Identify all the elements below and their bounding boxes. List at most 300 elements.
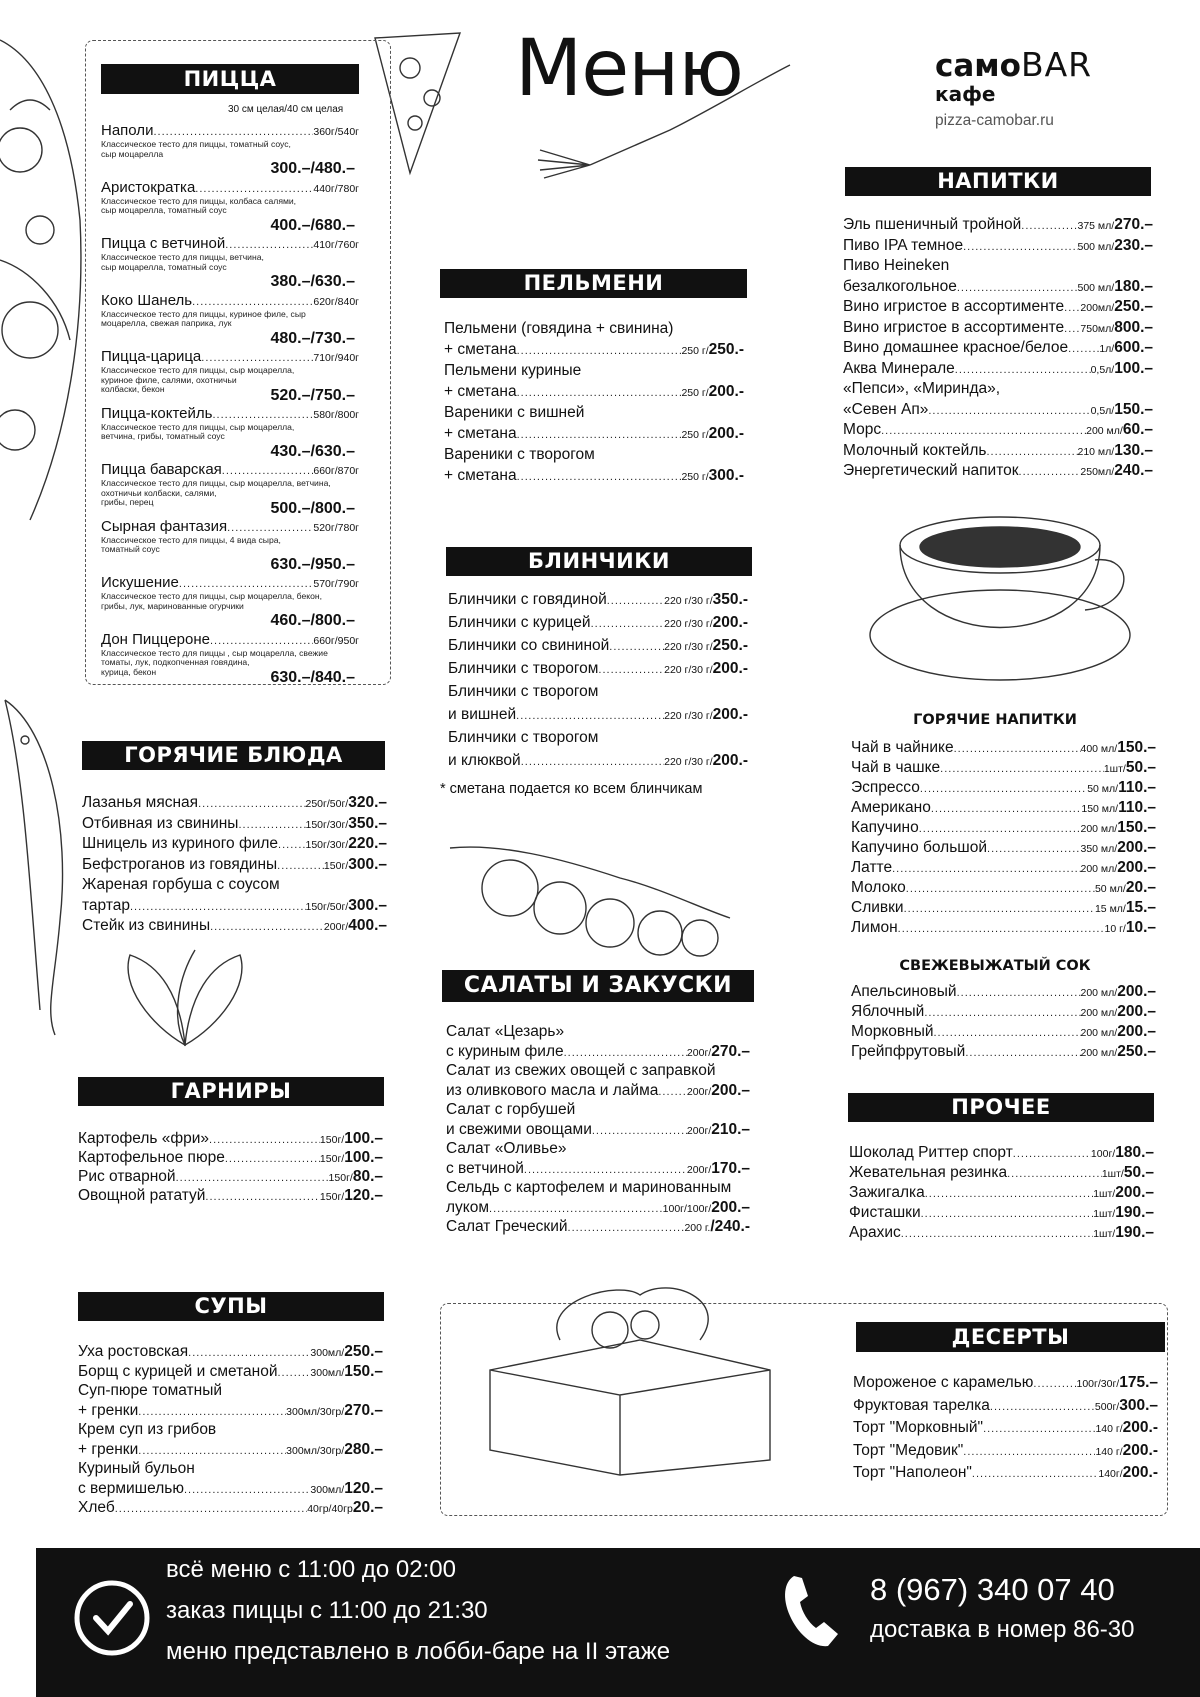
item-weight: 200 мл/ [1080,1047,1118,1059]
dot-leader [598,659,664,680]
dot-leader [130,897,306,917]
hot-list [82,793,387,937]
item-weight: 375 мл/ [1077,220,1115,232]
item-name: Искушение [101,574,179,591]
item-price: 110.– [1118,779,1156,796]
menu-item-row [448,726,748,749]
pelmeni-header: ПЕЛЬМЕНИ [440,269,747,298]
dot-leader [489,1200,663,1218]
item-weight: 50 мл/ [1087,783,1119,795]
menu-item-row [849,1203,1154,1223]
item-description: томаты, лук, подкопченная говядина, [101,658,250,667]
item-name: Пицца с ветчиной [101,235,226,252]
item-description: Классическое тесто для пиццы, ветчина, [101,253,264,262]
item-price: 250.- [712,637,748,654]
item-name: + гренки [78,1401,139,1419]
phone-icon [780,1572,846,1650]
item-weight: 400 мл/ [1080,743,1118,755]
garnish-list [78,1129,383,1205]
item-price: 270.– [344,1401,383,1419]
item-price: 200.- [712,752,748,769]
item-description: Классическое тесто для пиццы, колбаса салями, [101,196,297,206]
item-weight: 360г/540г [313,126,359,138]
menu-item-row [843,338,1153,359]
menu-item-row [851,878,1156,898]
item-price: 120.– [344,1479,383,1497]
pizza-item [101,461,359,518]
dot-leader [972,1463,1098,1485]
menu-item-row [448,703,748,726]
pizza-item [101,292,359,349]
item-weight: 15 мл/ [1094,903,1126,915]
item-weight: 1шт/ [1103,763,1126,775]
item-name: тартар [82,896,130,914]
brand-site[interactable]: pizza-camobar.ru [935,112,1054,129]
item-price: 800.– [1114,318,1153,336]
dot-leader [1007,1164,1102,1183]
menu-item-row [843,379,1153,400]
item-price: 200.- [712,614,748,631]
item-name: Салат с горбушей [446,1101,576,1118]
item-name: безалкогольное [843,277,957,295]
menu-item-row [444,465,744,486]
item-price: 200.– [1117,839,1156,856]
item-name: Сырная фантазия [101,517,228,535]
item-description: Классическое тесто для пиццы, 4 вида сыра, [101,535,281,545]
menu-item-row [78,1167,383,1186]
item-name: Наполи [101,122,154,139]
item-price: 400.–/680.– [270,216,355,234]
item-price: 350.– [348,814,387,832]
brand-sub: кафе [935,82,996,106]
item-description: Классическое тесто для пиццы, сыр моцарелла, ветчина, [101,479,331,488]
dot-leader [225,236,313,253]
hot-header: ГОРЯЧИЕ БЛЮДА [82,741,385,770]
item-price: 150.– [344,1362,383,1380]
garnish-header: ГАРНИРЫ [78,1077,384,1106]
pizza-item [101,631,359,688]
item-weight: 220 г/30 г/ [664,641,713,653]
pizza-illustration [0,0,90,560]
other-list [849,1143,1154,1243]
item-name: Сливки [851,899,904,916]
item-price: 200.– [1117,859,1156,876]
menu-item-row [444,360,744,381]
item-name: Арахис [849,1224,901,1241]
menu-item-row [851,918,1156,938]
item-price: 200.- [1122,1441,1158,1459]
dot-leader [881,421,1086,441]
menu-item-row [843,359,1153,380]
blini-list [448,588,748,772]
menu-item-row [448,634,748,657]
item-name: Фруктовая тарелка [853,1396,990,1414]
menu-item-row [851,898,1156,918]
item-name: + сметана [444,425,517,442]
item-name: Жевательная резинка [849,1164,1008,1181]
item-name: Рис отварной [78,1168,176,1185]
item-weight: 0,5л/ [1090,363,1115,376]
item-name: Апельсиновый [851,983,957,1000]
item-description: сыр моцарелла, томатный соус [101,262,227,272]
menu-item-row [78,1381,383,1401]
item-name: Эспрессо [851,779,920,796]
item-name: Коко Шанель [101,291,193,309]
item-name: + сметана [444,383,517,400]
item-price: 200.- [708,425,744,442]
item-price: 220.– [348,835,387,852]
dot-leader [138,1442,286,1460]
item-weight: 1шт/ [1093,1208,1116,1220]
menu-item-row [82,916,387,937]
item-price: 200.- [712,660,748,677]
item-price: 170.– [711,1159,750,1177]
item-price: 150.– [1117,819,1156,836]
footer-line-3: меню представлено в лобби-баре на II этаже [166,1638,671,1665]
item-name: Пельмени (говядина + свинина) [444,320,674,337]
salads-list [446,1022,750,1237]
item-price: 320.– [348,794,387,811]
menu-item-row [853,1395,1158,1418]
item-weight: 200г/ [686,1163,712,1176]
menu-item-row [78,1148,383,1167]
tomatoes-illustration [440,828,740,958]
footer-delivery: доставка в номер 86-30 [870,1616,1135,1643]
item-name: Овощной рататуй [78,1187,206,1204]
item-name: Молочный коктейль [843,441,987,459]
item-name: Лазанья мясная [82,794,199,811]
dot-leader [592,1122,687,1140]
item-weight: 300мл/30гр/ [286,1444,345,1457]
page-title: Меню [515,24,743,114]
menu-item-row [446,1178,750,1198]
item-price: 430.–/630.– [270,442,355,460]
item-price: 190.– [1115,1204,1154,1221]
dot-leader [920,779,1087,798]
juice-header: СВЕЖЕВЫЖАТЫЙ СОК [899,958,1091,974]
menu-item-row [78,1459,383,1479]
item-weight: 660г/870г [313,465,359,477]
item-name: и клюквой [448,752,521,769]
item-price: 80.– [352,1168,383,1185]
dot-leader [277,856,324,876]
item-weight: 100г/ [1090,1148,1116,1160]
desserts-list [853,1372,1158,1485]
menu-item-row [446,1120,750,1140]
menu-item-row [448,749,748,772]
brand-logo [935,45,1093,86]
item-name: Салат «Цезарь» [446,1023,565,1040]
menu-item-row [78,1420,383,1440]
menu-item-row [446,1159,750,1179]
dot-leader [987,839,1080,858]
other-header: ПРОЧЕЕ [848,1093,1154,1122]
dot-leader [517,467,682,486]
item-description: грибы, перец [101,498,154,507]
dot-leader [1033,1373,1076,1395]
blini-note: * сметана подается ко всем блинчикам [440,781,703,797]
menu-item-row [444,318,744,339]
item-weight: 1л/ [1099,343,1115,355]
dot-leader [1064,298,1080,318]
menu-item-row [82,855,387,876]
item-price: 190.– [1115,1224,1154,1241]
menu-item-row [444,423,744,444]
pizza-item-title [101,292,359,310]
menu-item-row [446,1139,750,1159]
menu-item-row [851,858,1156,878]
item-price: 120.– [344,1187,383,1204]
dot-leader [901,1224,1093,1243]
dot-leader [205,1188,320,1205]
menu-item-row [78,1440,383,1460]
dot-leader [179,575,313,592]
item-weight: 750мл/ [1080,322,1115,335]
item-description: Классическое тесто для пиццы , сыр моцарелла, свежие [101,648,328,658]
item-name: «Пепси», «Миринда», [843,380,1001,397]
pizza-item-title [101,122,359,140]
item-name: Морс [843,421,882,438]
pizza-item-title [101,405,359,423]
item-weight: 520г/780г [313,521,359,534]
dot-leader [238,815,305,835]
item-name: Чай в чайнике [851,739,954,756]
item-price: 60.– [1122,421,1153,438]
item-weight: 440г/780г [313,182,359,195]
item-name: Капучино большой [851,839,988,856]
item-price: 270.– [711,1042,750,1060]
menu-item-row [78,1479,383,1499]
item-name: Салат «Оливье» [446,1140,567,1157]
item-weight: 350 мл/ [1080,843,1118,855]
item-name: + сметана [444,467,517,484]
item-name: Салат Греческий [446,1218,568,1235]
item-name: Пельмени куриные [444,362,582,379]
item-price: 15.– [1125,899,1156,916]
pelmeni-list [444,318,744,486]
menu-item-row [78,1362,383,1382]
item-price: 230.– [1114,236,1153,254]
item-name: Блинчики с творогом [448,660,599,677]
item-name: Вареники с творогом [444,446,595,463]
item-weight: 200 г. [684,1222,711,1234]
item-price: 150.– [1117,739,1156,756]
pizza-item [101,405,359,462]
item-weight: 500 мл/ [1077,240,1115,253]
dot-leader [195,180,313,197]
item-weight: 660г/950г [313,634,359,647]
item-name: Борщ с курицей и сметаной [78,1362,278,1380]
item-name: Блинчики со свининой [448,637,610,654]
item-price: 500.–/800.– [270,499,355,517]
item-name: Энергетический напиток [843,462,1019,479]
dot-leader [201,349,313,366]
item-weight: 220 г/30 г/ [664,756,713,768]
dot-leader [1013,1144,1091,1163]
dot-leader [209,1131,320,1148]
item-weight: 200г/ [686,1124,712,1137]
item-name: Шоколад Риттер спорт [849,1144,1013,1161]
item-name: Пиво Heineken [843,257,950,274]
item-name: Блинчики с творогом [448,729,599,746]
dot-leader [516,705,664,726]
pizza-item [101,122,359,179]
footer-phone[interactable]: 8 (967) 340 07 40 [870,1572,1115,1607]
item-price: /240.- [710,1218,750,1235]
menu-item-row [446,1081,750,1101]
menu-item-row [849,1163,1154,1183]
item-name: Пиво IPA темное [843,236,964,254]
menu-item-row [444,444,744,465]
item-name: Отбивная из свинины [82,814,239,832]
item-description: сыр моцарелла [101,149,164,159]
dot-leader [1064,319,1080,339]
dot-leader [928,401,1090,421]
dot-leader [963,237,1077,257]
item-price: 460.–/800.– [270,612,355,629]
pizza-item-title [101,461,359,479]
item-price: 110.– [1118,799,1156,816]
pizza-header: ПИЦЦА [101,64,359,94]
item-name: Пицца-коктейль [101,404,213,422]
pizza-item [101,574,359,631]
item-price: 600.– [1114,339,1153,356]
menu-item-row [843,215,1153,236]
menu-item-row [843,236,1153,257]
item-price: 200.- [1122,1419,1158,1436]
dot-leader [517,341,682,360]
menu-item-row [448,657,748,680]
menu-item-row [82,834,387,855]
item-price: 480.–/730.– [270,329,355,347]
item-weight: 200 мл/ [1086,425,1123,437]
item-description: Классическое тесто для пиццы, томатный соус, [101,140,291,149]
dot-leader [957,983,1081,1002]
item-price: 380.–/630.– [270,273,355,290]
menu-item-row [448,588,748,611]
item-weight: 150г/ [328,1172,353,1184]
menu-item-row [851,798,1156,818]
menu-item-row [843,461,1153,482]
basil-illustration [110,945,260,1055]
menu-item-row [448,611,748,634]
item-name: Картофель «фри» [78,1130,210,1147]
item-name: Американо [851,799,931,816]
item-description: охотничьи колбаски, салями, [101,488,217,498]
item-weight: 1шт/ [1093,1188,1116,1200]
pizza-list [101,122,359,687]
menu-item-row [843,400,1153,421]
item-description: колбаски, бекон [101,385,165,394]
brand-name-a: само [935,48,1021,84]
item-price: 240.– [1114,462,1153,479]
dot-leader [965,1043,1080,1062]
item-name: Мороженое с карамелью [853,1374,1034,1391]
dot-leader [222,462,314,479]
pizza-sizes: 30 см целая/40 см целая [228,104,344,115]
dot-leader [210,632,313,649]
clock-check-icon [72,1578,152,1658]
pizza-item [101,348,359,405]
item-price: 280.– [344,1440,383,1458]
item-price: 180.– [1114,277,1153,295]
item-weight: 620г/840г [313,295,359,308]
item-description: куриное филе, салями, охотничьи [101,375,237,385]
dot-leader [921,1204,1094,1223]
item-name: Пицца баварская [101,461,222,478]
item-weight: 710г/940г [313,352,359,364]
dot-leader [957,278,1078,298]
item-weight: 200 мл/ [1080,823,1118,835]
item-name: Вареники с вишней [444,404,585,421]
item-price: 100.– [344,1149,383,1166]
pizza-item [101,518,359,575]
coffee-cup-illustration [860,505,1140,695]
dot-leader [517,425,682,444]
dot-leader [115,1500,307,1518]
item-description: Классическое тесто для пиццы, сыр моцарелла, [101,422,295,432]
item-weight: 140 г/ [1095,1445,1123,1458]
item-description: томатный соус [101,545,160,554]
item-name: Вино игристое в ассортименте [843,298,1065,315]
item-weight: 300мл/ [310,1366,345,1379]
menu-item-row [851,1022,1156,1042]
item-price: 10.– [1125,919,1156,936]
menu-item-row [446,1217,750,1237]
menu-item-row [843,277,1153,298]
pizza-item-title [101,348,359,366]
item-price: 50.– [1123,1164,1154,1181]
menu-item-row [444,402,744,423]
item-weight: 140 г/ [1095,1423,1123,1435]
dot-leader [954,739,1081,758]
item-price: 200.– [1117,1003,1156,1020]
dot-leader [983,1418,1095,1440]
item-name: Торт "Морковный" [853,1419,984,1436]
menu-item-row [843,318,1153,339]
item-weight: 500г/ [1094,1400,1120,1413]
menu-item-row [446,1022,750,1042]
item-price: 630.–/950.– [270,555,355,573]
item-name: Блинчики с говядиной [448,591,607,608]
item-price: 200.– [1115,1184,1154,1201]
menu-item-row [851,758,1156,778]
dot-leader [934,1023,1081,1042]
dot-leader [658,1083,687,1101]
dot-leader [184,1481,310,1499]
item-name: Зажигалка [849,1184,925,1201]
soups-list [78,1342,383,1518]
item-name: Морковный [851,1023,934,1040]
item-name: Салат из свежих овощей с заправкой [446,1062,716,1079]
item-name: Блинчики с творогом [448,683,599,700]
item-price: 200.- [1122,1464,1158,1481]
item-name: Молоко [851,879,906,896]
item-name: Картофельное пюре [78,1149,225,1166]
item-name: с ветчиной [446,1159,524,1177]
dot-leader [892,859,1080,878]
menu-item-row [849,1143,1154,1163]
drinks-list [843,215,1153,482]
menu-item-row [853,1417,1158,1440]
dot-leader [225,1150,320,1167]
item-name: + сметана [444,341,517,358]
dot-leader [524,1161,687,1179]
item-price: 210.– [711,1120,750,1138]
item-name: с куриным филе [446,1042,564,1060]
menu-item-row [446,1100,750,1120]
dot-leader [919,819,1081,838]
